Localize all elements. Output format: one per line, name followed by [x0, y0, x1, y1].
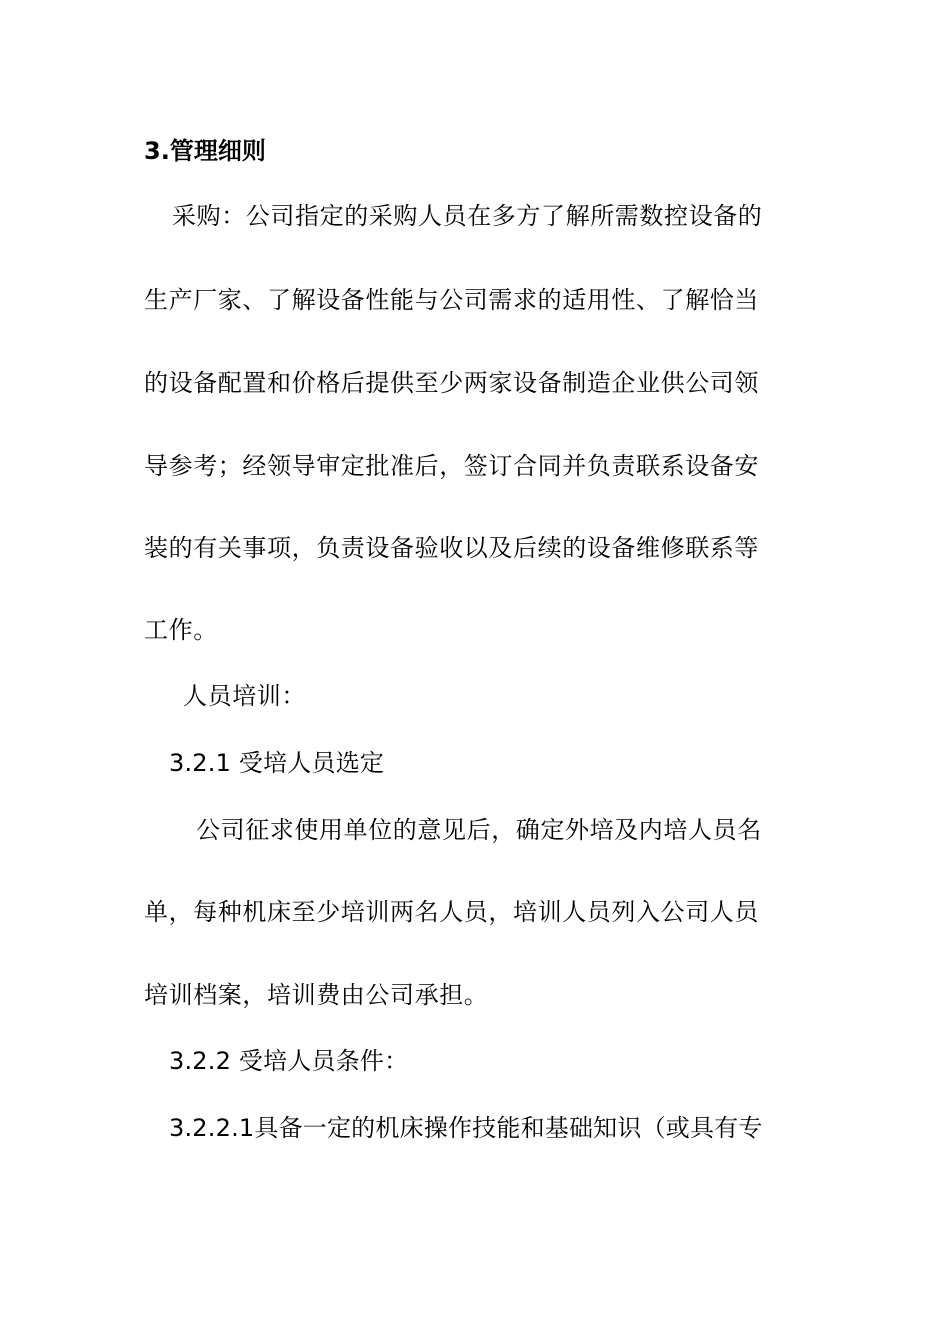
section-heading: 3.管理细则 [144, 137, 266, 165]
procurement-line-4: 导参考；经领导审定批准后，签订合同并负责联系设备安 [144, 452, 759, 480]
selection-line-2: 单，每种机床至少培训两名人员，培训人员列入公司人员 [144, 898, 759, 926]
procurement-line-3: 的设备配置和价格后提供至少两家设备制造企业供公司领 [144, 369, 759, 397]
procurement-line-1: 采购：公司指定的采购人员在多方了解所需数控设备的 [172, 202, 763, 230]
subsection-3-2-2: 3.2.2 受培人员条件： [169, 1047, 409, 1075]
subsection-3-2-1: 3.2.1 受培人员选定 [169, 749, 385, 777]
condition-3-2-2-1: 3.2.2.1具备一定的机床操作技能和基础知识（或具有专 [169, 1114, 763, 1142]
procurement-line-2: 生产厂家、了解设备性能与公司需求的适用性、了解恰当 [144, 286, 759, 314]
procurement-line-6: 工作。 [144, 616, 218, 644]
procurement-line-5: 装的有关事项，负责设备验收以及后续的设备维修联系等 [144, 534, 759, 562]
selection-line-1: 公司征求使用单位的意见后，确定外培及内培人员名 [196, 816, 762, 844]
selection-line-3: 培训档案，培训费由公司承担。 [144, 981, 489, 1009]
training-heading: 人员培训： [183, 682, 306, 710]
